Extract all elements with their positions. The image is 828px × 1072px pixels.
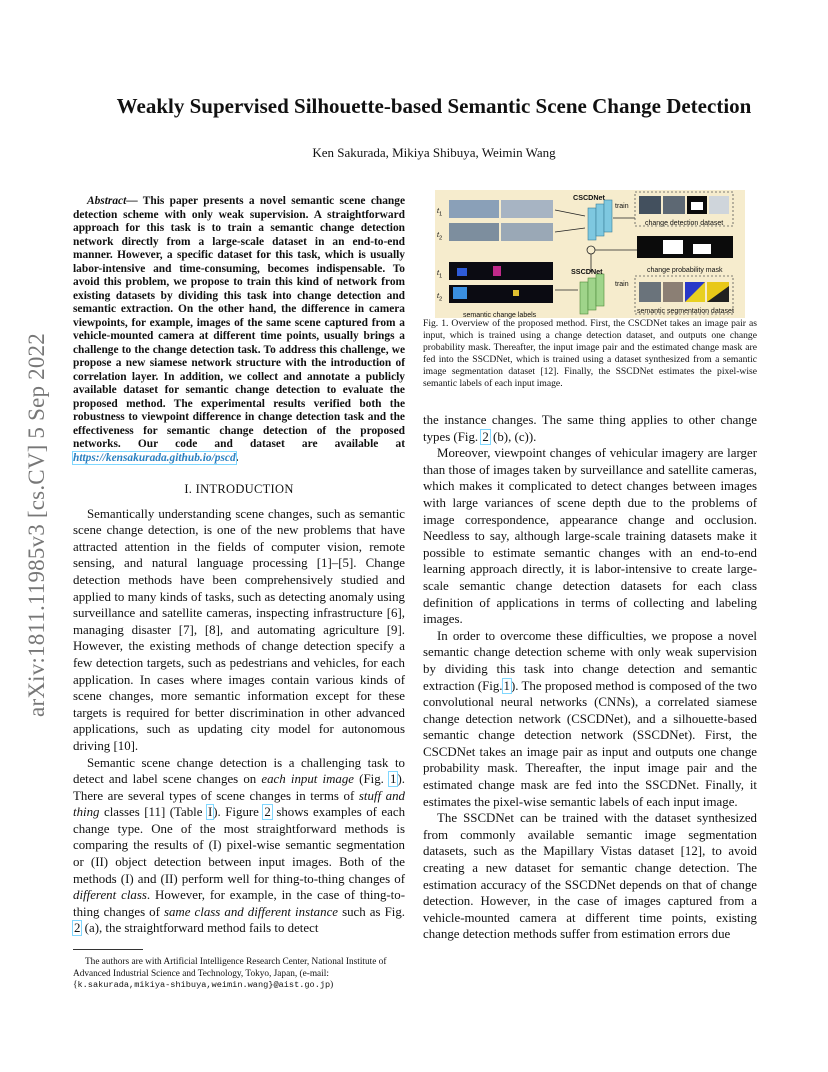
fig-ref-link[interactable]: 1 (390, 772, 397, 787)
left-column (73, 195, 405, 937)
abstract-text: — This paper presents a novel semantic scene change detection scheme with only weak supervision. A straightforward approach for this task is to train a semantic change detection network directly from a large-scale dataset in an end-to-end manner. However, a specific dataset for this task, which is usually labor-intensive and time-consuming, becomes indispensable. To avoid this problem, we propose to train this kind of network from existing datasets by dividing this task into change detection and semantic extraction. On the other hand, the difference in camera viewpoints, for example, images of the same scene captured from a vehicle-mounted camera at different time points, usually brings a challenge to the change detection task. To address this challenge, we propose a new siamese network structure with the introduction of correlation layer. In addition, we collect and annotate a publicly available dataset for semantic change detection to evaluate the proposed method. The experimental results verified both the robustness to viewpoint difference in change detection task and the effectiveness for semantic change detection of the proposed networks. Our code and dataset are available at (73, 195, 405, 450)
right-paragraph-1: Moreover, viewpoint changes of vehicular imagery are larger than those of images taken by surveillance and satellite cameras, which makes it complicated to detect changes between images with large variances of scene depth due to the problems of image correspondence, appearance change and occlusion. Needless to say, although large-scale training datasets make it possible to estimate semantic changes with an end-to-end learning approach directly, it is labor-intensive to create large-scale semantic change detection datasets for each class definition of applications in terms of collecting and labeling images. (423, 446, 757, 627)
input-image-t2-a (449, 223, 499, 241)
figure-1 (423, 190, 757, 318)
footnote-emails: k.sakurada,mikiya-shibuya,weimin.wang (77, 980, 269, 990)
fig-ref-link[interactable]: 2 (482, 429, 489, 444)
project-link[interactable]: https://kensakurada.github.io/pscd (73, 451, 236, 464)
right-paragraph-2: In order to overcome these difficulties, we propose a novel semantic change detection scheme with only weak supervision by dividing this task into change detection and semantic extraction (Fig.1). The proposed method is composed of the two convolutional neural networks (CNNs), a correlated siamese change detection network (CSCDNet), and a silhouette-based semantic change detection network (SSCDNet). First, the CSCDNet takes an image pair as input and outputs one change probability mask. Thereafter, the input image pair and the estimated change mask are fed into the SSCDNet. Finally, it estimates the pixel-wise semantic labels of each input image. (423, 628, 757, 809)
label-change-probability-mask: change probability mask (647, 267, 723, 274)
right-column (423, 190, 757, 943)
arxiv-stamp: arXiv:1811.11985v3 [cs.CV] 5 Sep 2022 (24, 333, 49, 717)
label-t2-semantic: $t_2$ (437, 293, 443, 303)
right-paragraph-0: the instance changes. The same thing applies to other change types (Fig. 2 (b), (c)). (423, 413, 757, 444)
paper-title: Weakly Supervised Silhouette-based Semantic Scene Change Detection (116, 94, 752, 118)
input-image-t1-a (449, 200, 499, 218)
label-semantic-change-labels: semantic change labels (463, 312, 537, 319)
abstract: Abstract— This paper presents a novel semantic scene change detection scheme with only weak supervision. A straightforward approach for this task is to train a semantic change detection network directly from a large-scale dataset in an end-to-end manner. However, a specific dataset for this task, which is usually labor-intensive and time-consuming, becomes indispensable. To avoid this problem, we propose to train this kind of network from existing datasets by dividing this task into change detection and semantic extraction. On the other hand, the difference in camera viewpoints, for example, images of the same scene captured from a vehicle-mounted camera at different time points, usually brings a challenge to the change detection task. To address this challenge, we propose a new siamese network structure with the introduction of correlation layer. In addition, we collect and annotate a publicly available dataset for semantic change detection to evaluate the proposed method. The experimental results verified both the robustness to viewpoint difference in change detection task and the effectiveness for semantic change detection of the proposed networks. Our code and dataset are available at https://kensakurada.github.io/pscd. (73, 195, 405, 464)
label-t2: $t_2$ (437, 232, 443, 242)
label-train-top: train (615, 203, 629, 210)
label-t1: $t_1$ (437, 208, 443, 218)
intro-paragraph-1: Semantically understanding scene changes, such as semantic scene change detection, is one of the new problems that have attracted attention in the fields of computer vision, remote sensing, and natural language processing [1]–[5]. Change detection methods have been comprehensively studied and applied to many kinds of tasks, such as detecting anomaly using surveillance and satellite cameras, inspecting infrastructure [6], managing disaster [7], [8], and automating agriculture [9]. However, the existing methods of change detection specify a few detection targets, such as pedestrians and vehicles, for each application. In cases where images contain various kinds of scene changes, more semantic information except for these targets is required for better discrimination in other advanced applications, such as updating city model for autonomous driving [10]. (73, 506, 405, 753)
label-semantic-segmentation-dataset: semantic segmentation dataset (637, 308, 734, 315)
footnote-rule (73, 949, 143, 950)
label-change-detection-dataset: change detection dataset (645, 220, 724, 227)
label-train-bottom: train (615, 281, 629, 288)
input-image-t1-b (501, 200, 553, 218)
label-sscdnet: SSCDNet (571, 267, 603, 276)
fig-ref-link[interactable]: 2 (264, 805, 271, 820)
author-list: Ken Sakurada, Mikiya Shibuya, Weimin Wang (312, 145, 556, 160)
intro-paragraph-2: Semantic scene change detection is a challenging task to detect and label scene changes on each input image (Fig. 1). There are several types of scene changes in terms of stuff and thing classes [11] (Table I). Figure 2 shows examples of each change type. One of the most straightforward methods is comparing the results of (I) pixel-wise semantic segmentation or (II) object detection between input images. Both of the methods (I) and (II) perform well for thing-to-thing changes of different class. However, for example, in the case of thing-to-thing changes of same class and different instance such as Fig. 2 (a), the straightforward method fails to detect (73, 755, 406, 936)
fig-ref-link[interactable]: 1 (503, 678, 510, 693)
input-image-t2-b (501, 223, 553, 241)
section-heading-introduction: I. INTRODUCTION (184, 482, 294, 496)
label-cscdnet: CSCDNet (573, 193, 605, 202)
right-paragraph-3: The SSCDNet can be trained with the dataset synthesized from commonly available semantic image segmentation datasets, such as the Mapillary Vistas dataset [12], to avoid creating a new dataset for semantic change detection. The estimation accuracy of the SSCDNet depends on that of change detection. However, in the case of images captured from a vehicle-mounted camera at different time points, existing change detection methods suffer from estimation errors due (423, 811, 757, 942)
abstract-label: Abstract (87, 195, 127, 207)
label-t1-semantic: $t_1$ (437, 270, 443, 280)
change-probability-mask (637, 236, 733, 258)
concat-icon (587, 246, 595, 254)
table-ref-link[interactable]: I (207, 805, 213, 820)
figure-diagram (423, 190, 757, 318)
fig-ref-link[interactable]: 2 (74, 921, 81, 936)
figure-1-caption: Fig. 1. Overview of the proposed method. First, the CSCDNet takes an image pair as input, which is trained using a change detection dataset, and outputs one change probability mask. Thereafter, the input image pair and the estimated change mask are fed into the SSCDNet, which is trained using a dataset synthesized from a semantic image segmentation dataset [12]. Finally, the SSCDNet estimates the pixel-wise semantic labels of each input image. (423, 318, 757, 389)
footnote: The authors are with Artificial Intelligence Research Center, National Institute of Advanced Industrial Science and Technology, Tokyo, Japan, (e-mail: {k.sakurada,mikiya-shibuya,weimin.wang}@aist.go.jp) (73, 957, 405, 992)
